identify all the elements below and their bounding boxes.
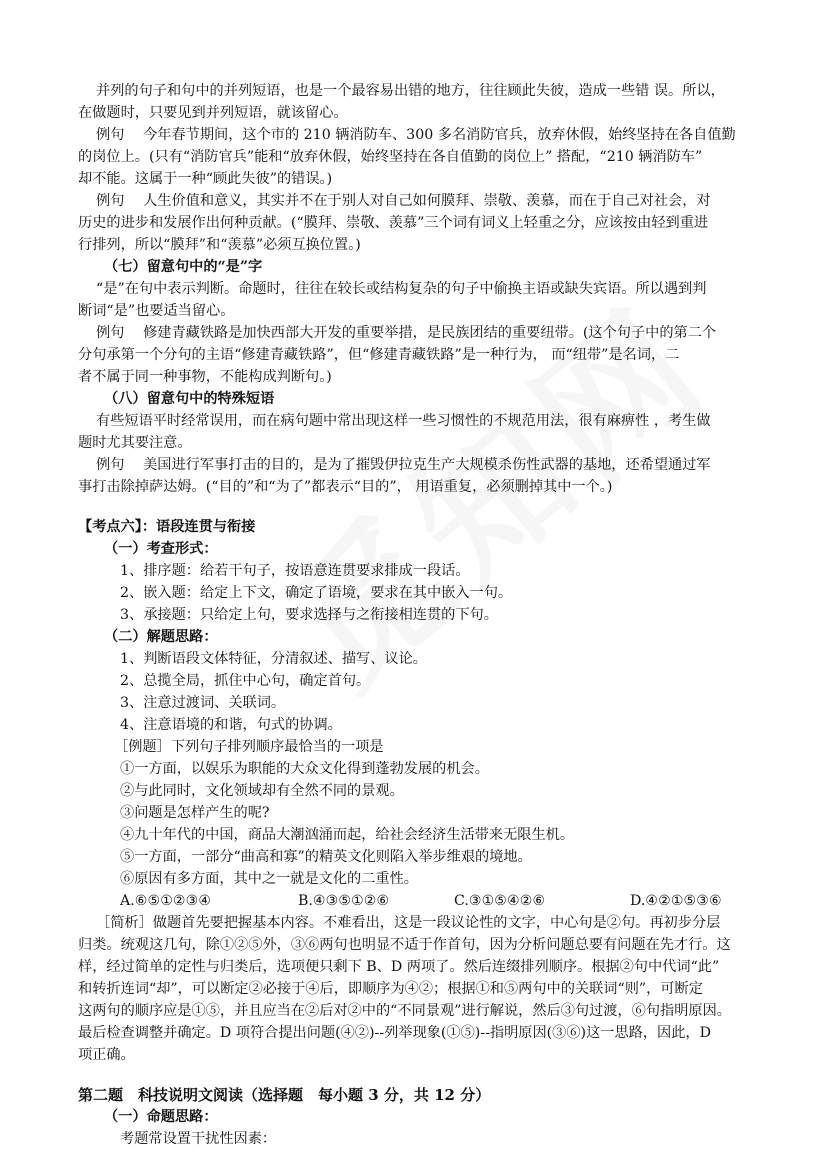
example-line: 例句 今年春节期间，这个市的 210 辆消防车、300 多名消防官兵，放弃休假，始终坚持在各自值勤 [96,127,736,143]
sentence-option: ③问题是怎样产生的呢? [120,805,270,821]
paragraph-line: 行排列，所以“膜拜”和“羡慕”必须互换位置。) [78,237,361,253]
paragraph-line: 却不能。这属于一种“顾此失彼”的错误。) [78,171,333,187]
list-item: 2、嵌入题：给定上下文，确定了语境，要求在其中嵌入一句。 [120,585,513,601]
example-line: 例句 人生价值和意义，其实并不在于别人对自己如何膜拜、崇敬、羡慕，而在于自己对社会，对 [96,193,711,209]
choice-b: B.④③⑤①②⑥ [298,893,390,909]
list-item: 1、判断语段文体特征，分清叙述、描写、议论。 [120,651,427,667]
section-heading: （一）考查形式： [104,541,218,557]
paragraph-line: 者不属于同一种事物，不能构成判断句。) [78,369,332,385]
topic-heading: 【考点六】：语段连贯与衔接 [78,519,256,535]
paragraph-line: 在做题时，只要见到并列短语，就该留心。 [78,105,348,121]
sentence-option: ②与此同时，文化领域却有全然不同的景观。 [120,783,404,799]
analysis-line: 归类。统观这几句，除①②⑤外，③⑥两句也明显不适于作首句，因为分析问题总要有问题在先才行。这 [78,937,731,953]
analysis-line: 这两句的顺序应是①⑤，并且应当在②后对②中的“不同景观”进行解说，然后③句过渡，⑥句指明原因。 [78,1003,731,1019]
sentence-option: ④九十年代的中国，商品大潮汹涌而起，给社会经济生活带来无限生机。 [120,827,575,843]
paragraph-line: 的岗位上。(只有“消防官兵”能和“放弃休假，始终坚持在各自值勤的岗位上” 搭配，“210 辆消防车” [78,149,703,165]
paragraph-line: 考题常设置干扰性因素： [120,1131,277,1147]
section-heading: （八）留意句中的特殊短语 [104,391,275,407]
paragraph-line: 分句承第一个分句的主语“修建青藏铁路”，但“修建青藏铁路”是一种行为， 而“纽带”是名词，二 [78,347,680,363]
example-line: 例句 修建青藏铁路是加快西部大开发的重要举措，是民族团结的重要纽带。(这个句子中的第二个 [96,325,717,341]
list-item: 3、注意过渡词、关联词。 [120,695,286,711]
paragraph-line: “是”在句中表示判断。命题时，往往在较长或结构复杂的句子中偷换主语或缺失宾语。所以遇到判 [96,281,707,297]
paragraph-line: 有些短语平时经常误用，而在病句题中常出现这样一些习惯性的不规范用法，很有麻痹性 ，考生做 [96,413,711,429]
sentence-option: ⑥原因有多方面，其中之一就是文化的二重性。 [120,871,418,887]
analysis-line: ［简析］做题首先要把握基本内容。不难看出，这是一段议论性的文字，中心句是②句。再初步分层 [96,915,721,931]
analysis-line: 样，经过简单的定性与归类后，选项便只剩下 B、D 两项了。然后连缀排列顺序。根据②句中代词“此” [78,959,720,975]
paragraph-line: 事打击除掉萨达姆。(“目的”和“为了”都表示“目的”， 用语重复，必须删掉其中一个。) [78,479,613,495]
choice-d: D.④②①⑤③⑥ [630,893,722,909]
paragraph-line: 题时尤其要注意。 [78,435,192,451]
list-item: 3、承接题：只给定上句，要求选择与之衔接相连贯的下句。 [120,607,498,623]
example-line: 例句 美国进行军事打击的目的，是为了摧毁伊拉克生产大规模杀伤性武器的基地，还希望通过军 [96,457,711,473]
list-item: 4、注意语境的和谐，句式的协调。 [120,717,342,733]
analysis-line: 和转折连词“却”，可以断定②必接于④后，即顺序为④②；根据①和⑤两句中的关联词“则”，可断定 [78,981,703,997]
paragraph-line: 历史的进步和发展作出何种贡献。(“膜拜、崇敬、羡慕”三个词有词义上轻重之分，应该按由轻到重进 [78,215,709,231]
paragraph-line: 并列的句子和句中的并列短语，也是一个最容易出错的地方，往往顾此失彼，造成一些错 误。所以， [96,83,725,99]
choice-c: C.③①⑤④②⑥ [454,893,546,909]
question-heading: 第二题 科技说明文阅读（选择题 每小题 3 分，共 12 分） [78,1086,491,1104]
paragraph-line: 断词“是”也要适当留心。 [78,303,235,319]
analysis-line: 最后检查调整并确定。D 项符合提出问题(④②)--列举现象(①⑤)--指明原因(③⑥)这一思路，因此，D [78,1025,711,1041]
sentence-option: ⑤一方面，一部分“曲高和寡”的精英文化则陷入举步维艰的境地。 [120,849,532,865]
section-heading: （七）留意句中的“是”字 [104,259,263,275]
analysis-line: 项正确。 [78,1047,135,1063]
choice-a: A.⑥⑤①②③④ [120,893,212,909]
example-question: ［例题］下列句子排列顺序最恰当的一项是 [114,739,384,755]
sentence-option: ①一方面，以娱乐为职能的大众文化得到蓬勃发展的机会。 [120,761,489,777]
section-heading: （二）解题思路： [104,629,218,645]
list-item: 1、排序题：给若干句子，按语意连贯要求排成一段话。 [120,563,470,579]
list-item: 2、总揽全局，抓住中心句，确定首句。 [120,673,371,689]
section-heading: （一）命题思路： [104,1109,218,1125]
